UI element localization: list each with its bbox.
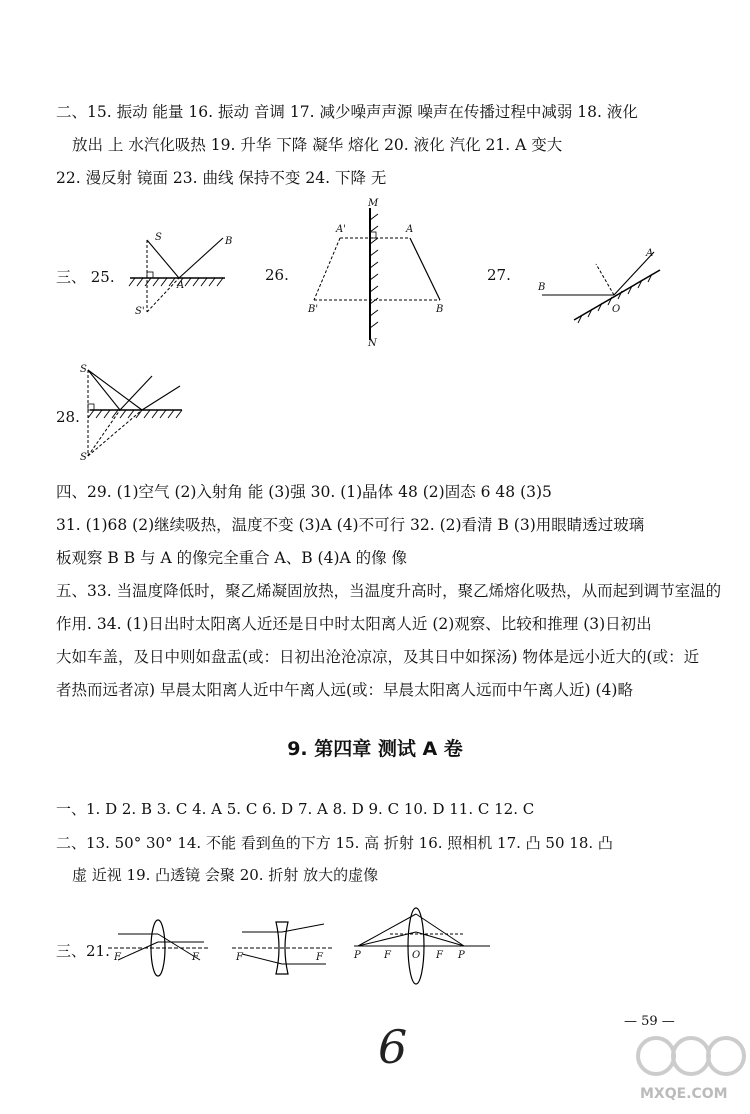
answer-line-1-12: 一、1. D 2. B 3. C 4. A 5. C 6. D 7. A 8. D 9. C 10. D 11. C 12. C xyxy=(56,800,535,818)
label-B: B xyxy=(436,304,444,315)
figure-21-convex-lens-image xyxy=(354,906,494,996)
label-O: O xyxy=(412,950,421,961)
answer-line-32-cont: 板观察 B B 与 A 的像完全重合 A、B (4)A 的像 像 xyxy=(56,549,408,567)
question-28-label: 28. xyxy=(56,408,80,426)
label-S: S xyxy=(155,232,162,243)
answer-line-31-32: 31. (1)68 (2)继续吸热，温度不变 (3)A (4)不可行 32. (2)看清 B (3)用眼睛透过玻璃 xyxy=(56,516,645,534)
label-B: B xyxy=(225,236,233,247)
label-N: N xyxy=(368,338,377,349)
page-number: — 59 — xyxy=(624,1014,675,1029)
answer-line-15-18: 二、15. 振动 能量 16. 振动 音调 17. 减少噪声声源 噪声在传播过程中减弱 18. 液化 xyxy=(56,103,638,121)
watermark-text: MXQE.COM xyxy=(640,1086,728,1102)
label-S-prime: S' xyxy=(135,306,145,317)
section-title: 9. 第四章 测试 A 卷 xyxy=(287,738,463,760)
answer-line-34-cont: 大如车盖，及日中则如盘盂(或：日初出沧沧凉凉，及其日中如探汤) 物体是远小近大的(或：近 xyxy=(56,648,700,666)
question-26-label: 26. xyxy=(265,266,289,284)
answer-line-29-30: 四、29. (1)空气 (2)入射角 能 (3)强 30. (1)晶体 48 (2)固态 6 48 (3)5 xyxy=(56,483,552,501)
label-F-right: F xyxy=(436,950,443,961)
label-F-right: F xyxy=(192,952,199,963)
answer-line-33: 五、33. 当温度降低时，聚乙烯凝固放热，当温度升高时，聚乙烯熔化吸热，从而起到调节室温的 xyxy=(56,582,722,600)
label-S-prime: S' xyxy=(80,452,90,463)
label-A: A xyxy=(406,224,414,235)
label-O: O xyxy=(612,304,621,315)
label-M: M xyxy=(368,198,379,209)
answer-line-13-18: 二、13. 50° 30° 14. 不能 看到鱼的下方 15. 高 折射 16. 照相机 17. 凸 50 18. 凸 xyxy=(56,834,613,852)
label-A: A xyxy=(646,248,654,259)
label-B: B xyxy=(538,282,546,293)
handwritten-mark: 6 xyxy=(378,1020,408,1074)
answer-line-18-20: 虚 近视 19. 凸透镜 会聚 20. 折射 放大的虚像 xyxy=(72,866,379,884)
answer-line-22-24: 22. 漫反射 镜面 23. 曲线 保持不变 24. 下降 无 xyxy=(56,169,387,187)
figure-21-convex-lens xyxy=(108,918,208,978)
question-25-label: 三、 25. xyxy=(56,268,115,286)
answer-line-34-end: 者热而远者凉) 早晨太阳离人近中午离人远(或：早晨太阳离人远而中午离人近) (4)略 xyxy=(56,681,633,699)
question-21-label: 三、21. xyxy=(56,942,110,960)
label-F-left: F xyxy=(236,952,243,963)
figure-28-mirror-rays xyxy=(80,364,190,464)
figure-25-mirror-reflection xyxy=(125,230,235,320)
label-B-prime: B' xyxy=(308,304,319,315)
question-27-label: 27. xyxy=(487,266,511,284)
label-S: S xyxy=(80,364,87,375)
figure-26-plane-mirror xyxy=(300,200,460,350)
answer-line-34: 作用. 34. (1)日出时太阳离人近还是日中时太阳离人近 (2)观察、比较和推理 (3)日初出 xyxy=(56,615,652,633)
label-P-left: P xyxy=(354,950,361,961)
answer-line-18-21: 放出 上 水汽化吸热 19. 升华 下降 凝华 熔化 20. 液化 汽化 21. A 变大 xyxy=(72,136,563,154)
label-F-left: F xyxy=(384,950,391,961)
label-P-right: P xyxy=(458,950,465,961)
label-F-right: F xyxy=(316,952,323,963)
figure-21-concave-lens xyxy=(232,918,332,978)
label-F-left: F xyxy=(114,952,121,963)
label-A-prime: A' xyxy=(336,224,346,235)
figure-27-mirror-placement xyxy=(530,250,670,330)
label-A: A xyxy=(177,280,185,291)
